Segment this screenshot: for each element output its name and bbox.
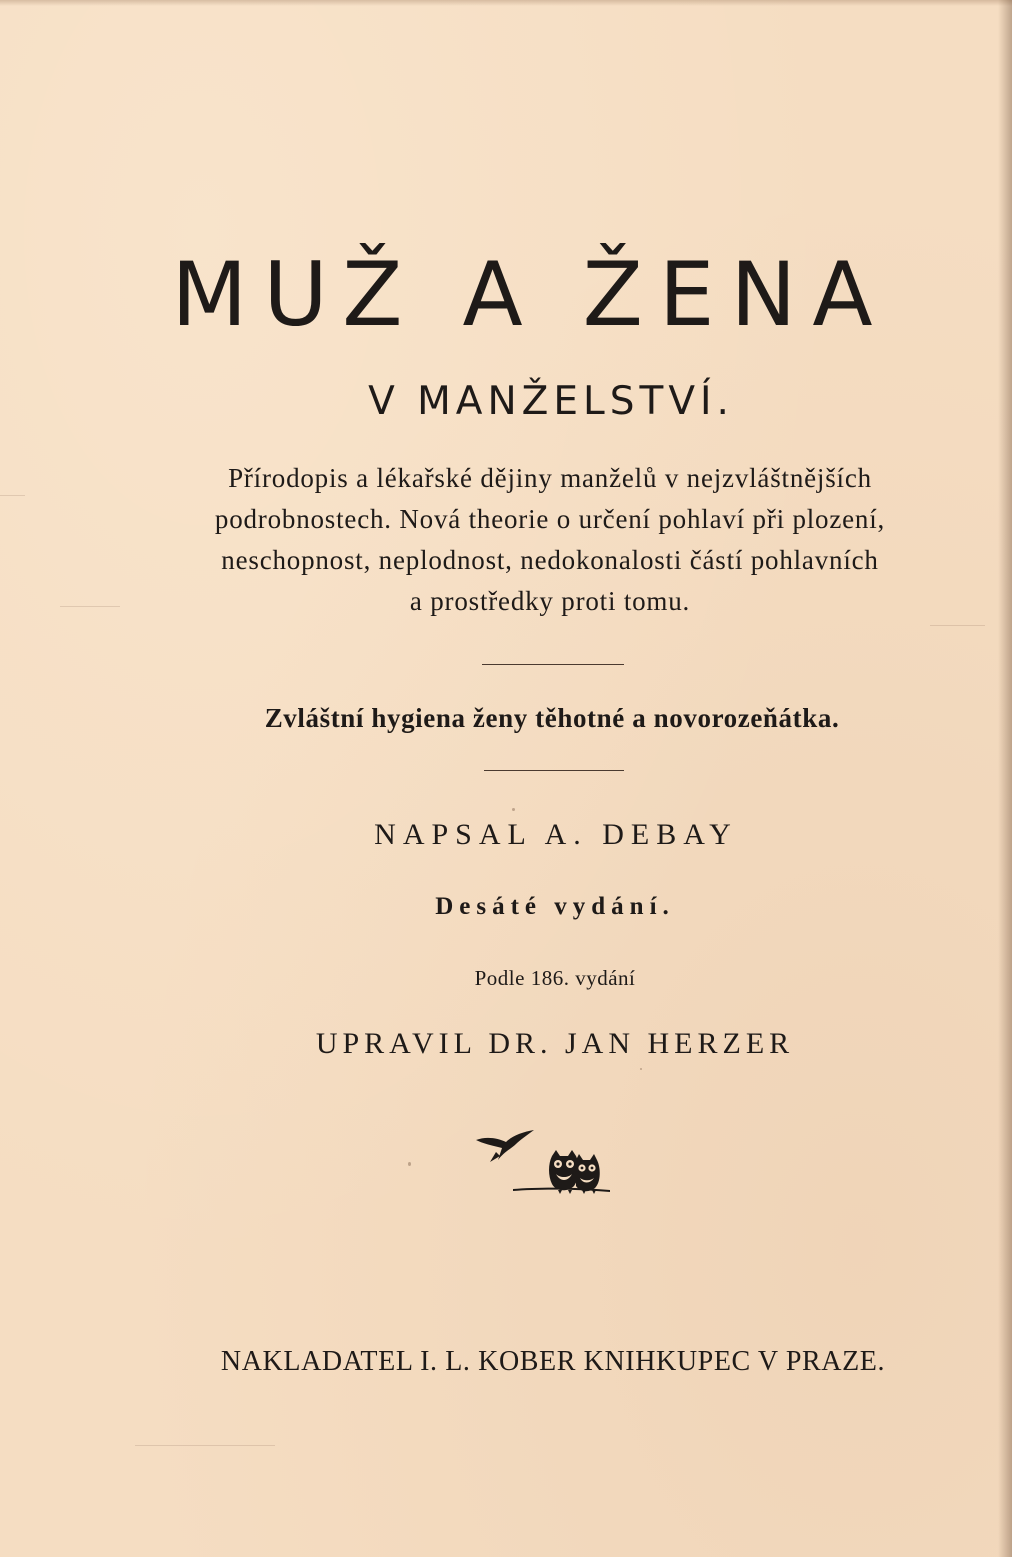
description-line: podrobnostech. Nová theorie o určení pohlaví při plození, <box>214 504 886 534</box>
description-line: Přírodopis a lékařské dějiny manželů v nejzvláštnějších <box>228 463 872 493</box>
divider-rule <box>484 770 624 771</box>
paper-speck <box>408 1162 411 1166</box>
publisher-line: NAKLADATEL I. L. KOBER KNIHKUPEC V PRAZE. <box>220 1346 886 1377</box>
paper-top-edge <box>0 0 1012 6</box>
paper-scuff <box>60 606 120 607</box>
paper-scuff <box>0 495 25 496</box>
description-line: neschopnost, neplodnost, nedokonalosti částí pohlavních <box>221 545 879 575</box>
author-line: NAPSAL A. DEBAY <box>374 818 738 851</box>
book-subtitle: V MANŽELSTVÍ. <box>368 379 734 424</box>
editor-line: UPRAVIL DR. JAN HERZER <box>315 1027 795 1060</box>
publisher-owls-and-bird-emblem-icon <box>468 1126 618 1206</box>
paper-speck <box>640 1068 642 1070</box>
divider-rule <box>482 664 624 665</box>
paper-right-edge <box>998 0 1012 1557</box>
hygiene-heading: Zvláštní hygiena ženy těhotné a novorozeňátka. <box>264 703 840 733</box>
based-on-edition-line: Podle 186. vydání <box>474 966 636 990</box>
paper-scuff <box>135 1445 275 1446</box>
description-line: a prostředky proti tomu. <box>409 586 691 616</box>
paper-speck <box>512 808 515 811</box>
edition-line: Desáté vydání. <box>435 893 675 920</box>
paper-scuff <box>930 625 985 626</box>
book-title: MUŽ A ŽENA <box>171 243 889 346</box>
description-block <box>150 458 950 622</box>
